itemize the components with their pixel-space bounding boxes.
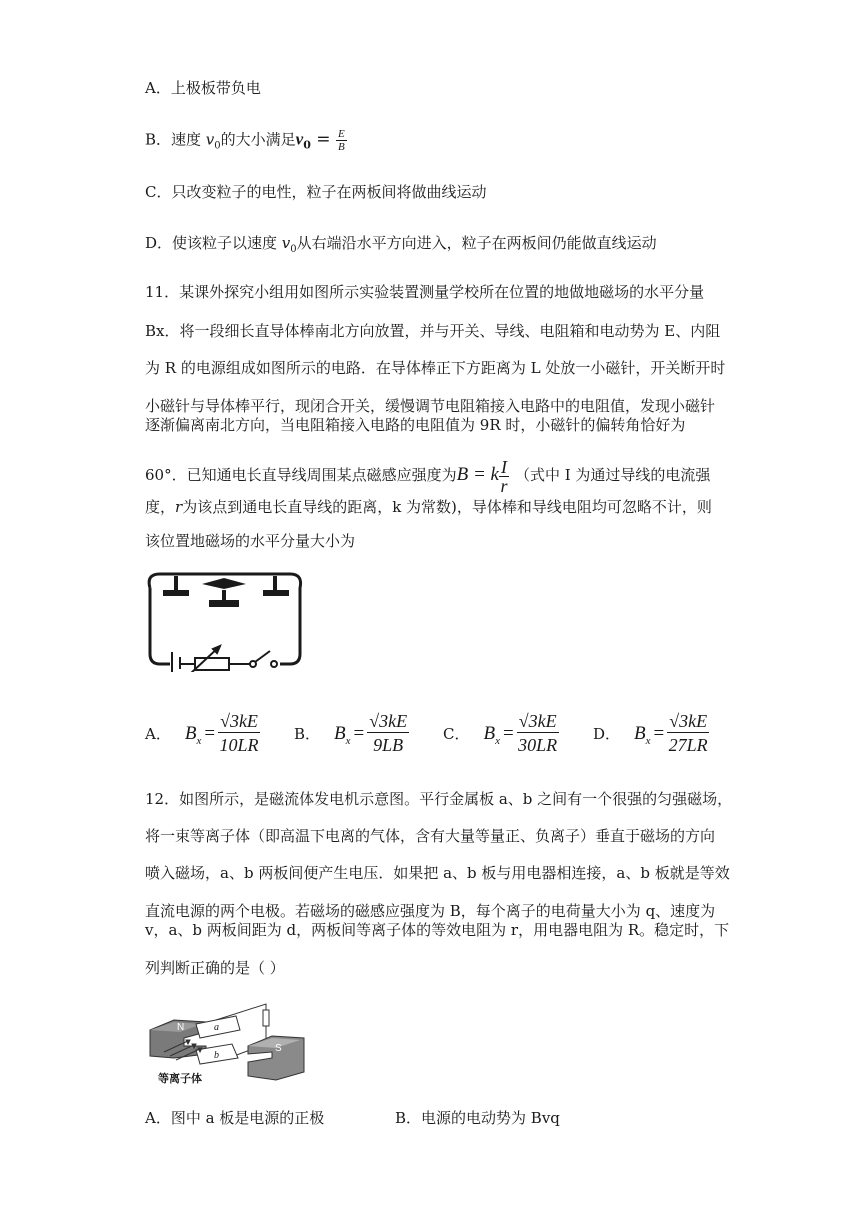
q10-option-d-var-sub: 0 [290, 244, 297, 255]
q11-option-b-label: B． [294, 725, 321, 743]
q10-option-b-prefix: B．速度 [145, 130, 206, 149]
q12-resistor [263, 1010, 269, 1026]
q10-option-d-prefix: D．使该粒子以速度 [145, 234, 282, 252]
q11-option-a [145, 710, 260, 757]
q12-text-line-1: 12．如图所示，是磁流体发电机示意图。平行金属板 a、b 之间有一个很强的匀强磁场， [145, 790, 733, 808]
q11-option-a-den: 10LR [219, 735, 259, 755]
q12-south-label: S [275, 1043, 282, 1054]
q11-line-7-r: r [175, 498, 183, 516]
q11-option-a-fraction [218, 710, 260, 757]
q10-option-b-num: E [337, 128, 345, 140]
q11-text-line-4: 小磁针与导体棒平行，现闭合开关，缓慢调节电阻箱接入电路中的电阻值，发现小磁针 [145, 397, 716, 415]
q12-option-b: B．电源的电动势为 Bvq [395, 1109, 560, 1127]
q10-option-b [145, 128, 347, 157]
q11-text-line-7 [145, 497, 712, 517]
q11-line-6-suffix: （式中 I 为通过导线的电流强 [514, 466, 711, 484]
q12-option-a: A．图中 a 板是电源的正极 [145, 1109, 325, 1127]
q11-line-6-den: r [500, 475, 508, 496]
q11-circuit-diagram [140, 568, 310, 672]
q10-option-a: A．上极板带负电 [145, 79, 261, 97]
q11-line-6-prefix: 60°．已知通电长直导线周围某点磁感应强度为 [145, 466, 457, 484]
q11-option-a-eq: = [204, 722, 216, 744]
q11-text-line-5: 逐渐偏离南北方向，当电阻箱接入电路的电阻值为 9R 时，小磁针的偏转角恰好为 [145, 416, 686, 434]
q11-option-d [593, 710, 709, 757]
q12-text-line-6: 列判断正确的是（ ） [145, 959, 285, 977]
q11-option-b-sub: x [345, 734, 351, 747]
q12-text-line-5: v，a、b 两板间距为 d，两板间等离子体的等效电阻为 r，用电器电阻为 R。稳定时，下 [145, 921, 730, 939]
q10-option-b-equals: = [310, 129, 336, 150]
q12-plasma-caption: 等离子体 [158, 1072, 202, 1085]
q11-text-line-2: Bx．将一段细长直导体棒南北方向放置，并与开关、导线、电阻箱和电动势为 E、内阻 [145, 322, 721, 340]
q10-option-b-lhs: v [295, 129, 304, 149]
q12-text-line-2: 将一束等离子体（即高温下电离的气体，含有大量等量正、负离子）垂直于磁场的方向 [145, 827, 716, 845]
q12-plate-a-label: a [214, 1022, 219, 1033]
q10-option-b-lhs-sub: 0 [303, 138, 311, 152]
q11-option-c-eq: = [502, 722, 514, 744]
q11-option-b-fraction [367, 710, 409, 757]
q11-option-b-num: √3kE [369, 711, 408, 731]
q12-text-line-4: 直流电源的两个电极。若磁场的磁感应强度为 B，每个离子的电荷量大小为 q、速度为 [145, 902, 716, 920]
q11-option-c-sub: x [495, 734, 500, 747]
q12-text-line-3: 喷入磁场，a、b 两板间便产生电压．如果把 a、b 板与用电器相连接，a、b 板就是等效 [145, 864, 730, 882]
q11-option-c-B: B [483, 722, 496, 744]
q12-mhd-generator-diagram [144, 1000, 324, 1088]
q10-option-b-den: B [337, 141, 345, 153]
q11-option-a-B: B [184, 722, 197, 744]
q11-option-c-num: √3kE [518, 711, 557, 731]
q12-north-label: N [177, 1022, 185, 1033]
q12-south-magnet [248, 1036, 304, 1080]
q11-option-d-den: 27LR [668, 735, 708, 755]
q11-line-7-suffix: 为该点到通电长直导线的距离，k 为常数)，导体棒和导线电阻均可忽略不计，则 [182, 498, 712, 516]
q11-text-line-3: 为 R 的电源组成如图所示的电路．在导体棒正下方距离为 L 处放一小磁针，开关断开时 [145, 359, 726, 377]
q11-text-line-6 [145, 455, 710, 495]
q11-option-c-den: 30LR [518, 735, 558, 755]
q11-option-b-den: 9LB [373, 735, 404, 755]
q10-option-b-var: v [205, 130, 215, 149]
q11-option-d-fraction [667, 710, 709, 757]
q11-option-b-B: B [334, 722, 346, 744]
q10-option-b-mid: 的大小满足 [220, 130, 296, 149]
q11-line-6-num: I [500, 456, 507, 477]
q10-option-d-suffix: 从右端沿水平方向进入，粒子在两板间仍能做直线运动 [296, 234, 657, 252]
q11-option-d-eq: = [653, 722, 665, 744]
q11-option-c-fraction [517, 710, 559, 757]
q11-option-a-num: √3kE [220, 711, 258, 731]
q11-option-d-sub: x [645, 734, 651, 747]
q12-plate-b-label: b [214, 1050, 219, 1061]
q11-line-6-fraction [499, 458, 509, 495]
q11-option-d-num: √3kE [669, 711, 708, 731]
q11-option-c-label: C． [443, 725, 470, 743]
q11-option-c [443, 710, 559, 757]
q11-line-6-formula: B = k [456, 464, 499, 485]
q11-option-d-B: B [634, 722, 646, 744]
q11-option-a-label: A． [145, 725, 171, 743]
q10-option-b-fraction [336, 128, 347, 153]
q10-option-d [145, 233, 657, 260]
q11-line-7-prefix: 度， [145, 498, 176, 516]
q11-text-line-8: 该位置地磁场的水平分量大小为 [145, 532, 356, 550]
q10-option-b-var-sub: 0 [214, 140, 221, 152]
q10-option-c: C．只改变粒子的电性，粒子在两板间将做曲线运动 [145, 183, 487, 201]
q11-option-d-label: D． [593, 725, 621, 743]
q11-option-b [294, 710, 409, 757]
q10-option-d-var: v [281, 234, 291, 252]
q11-text-line-1: 11．某课外探究小组用如图所示实验装置测量学校所在位置的地做地磁场的水平分量 [145, 283, 705, 301]
q11-option-a-sub: x [196, 734, 202, 747]
q11-option-b-eq: = [353, 722, 365, 744]
